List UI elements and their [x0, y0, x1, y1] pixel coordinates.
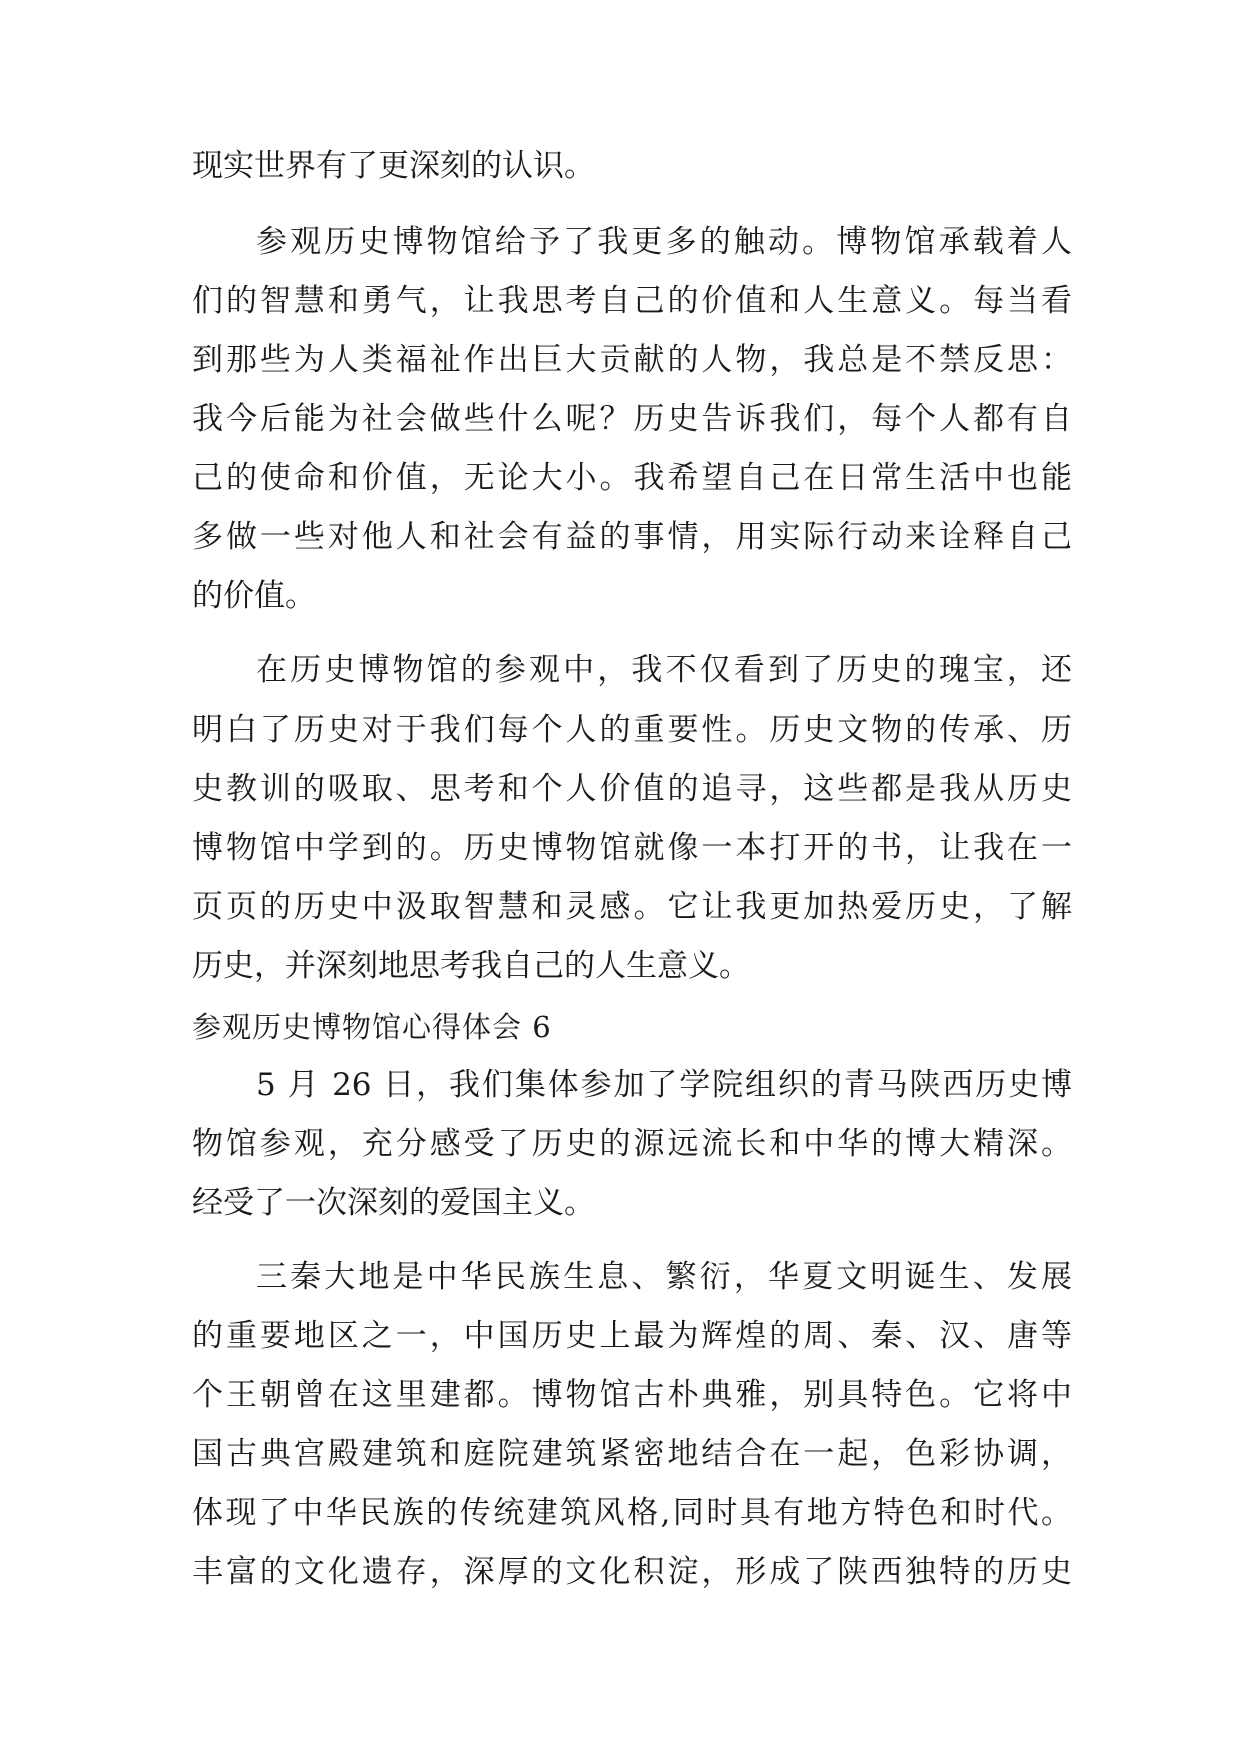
- section-heading: 参观历史博物馆心得体会 6: [192, 1010, 552, 1044]
- paragraph-line: 们的智慧和勇气，让我思考自己的价值和人生意义。每当看: [192, 283, 1072, 319]
- paragraph-line: 参观历史博物馆给予了我更多的触动。博物馆承载着人: [256, 224, 1072, 260]
- paragraph-line: 己的使命和价值，无论大小。我希望自己在日常生活中也能: [192, 460, 1072, 496]
- paragraph-line: 个王朝曾在这里建都。博物馆古朴典雅，别具特色。它将中: [192, 1377, 1072, 1413]
- paragraph-line: 明白了历史对于我们每个人的重要性。历史文物的传承、历: [192, 712, 1072, 748]
- paragraph-line: 到那些为人类福祉作出巨大贡献的人物，我总是不禁反思：: [192, 342, 1072, 378]
- paragraph-line: 丰富的文化遗存，深厚的文化积淀，形成了陕西独特的历史: [192, 1554, 1072, 1590]
- paragraph-line: 现实世界有了更深刻的认识。: [192, 148, 595, 184]
- paragraph-line: 我今后能为社会做些什么呢？历史告诉我们，每个人都有自: [192, 401, 1072, 437]
- paragraph-line: 博物馆中学到的。历史博物馆就像一本打开的书，让我在一: [192, 830, 1072, 866]
- paragraph-line: 三秦大地是中华民族生息、繁衍，华夏文明诞生、发展: [256, 1259, 1072, 1295]
- paragraph-line: 物馆参观，充分感受了历史的源远流长和中华的博大精深。: [192, 1126, 1072, 1162]
- paragraph-line: 的价值。: [192, 578, 316, 614]
- paragraph-line: 的重要地区之一，中国历史上最为辉煌的周、秦、汉、唐等: [192, 1318, 1072, 1354]
- paragraph-line: 5 月 26 日，我们集体参加了学院组织的青马陕西历史博: [256, 1067, 1072, 1103]
- paragraph-line: 多做一些对他人和社会有益的事情，用实际行动来诠释自己: [192, 519, 1072, 555]
- paragraph-line: 在历史博物馆的参观中，我不仅看到了历史的瑰宝，还: [256, 652, 1072, 688]
- paragraph-line: 国古典宫殿建筑和庭院建筑紧密地结合在一起，色彩协调，: [192, 1436, 1072, 1472]
- paragraph-line: 史教训的吸取、思考和个人价值的追寻，这些都是我从历史: [192, 771, 1072, 807]
- paragraph-line: 历史，并深刻地思考我自己的人生意义。: [192, 948, 750, 984]
- paragraph-line: 经受了一次深刻的爱国主义。: [192, 1185, 595, 1221]
- paragraph-line: 体现了中华民族的传统建筑风格,同时具有地方特色和时代。: [192, 1495, 1072, 1531]
- paragraph-line: 页页的历史中汲取智慧和灵感。它让我更加热爱历史，了解: [192, 889, 1072, 925]
